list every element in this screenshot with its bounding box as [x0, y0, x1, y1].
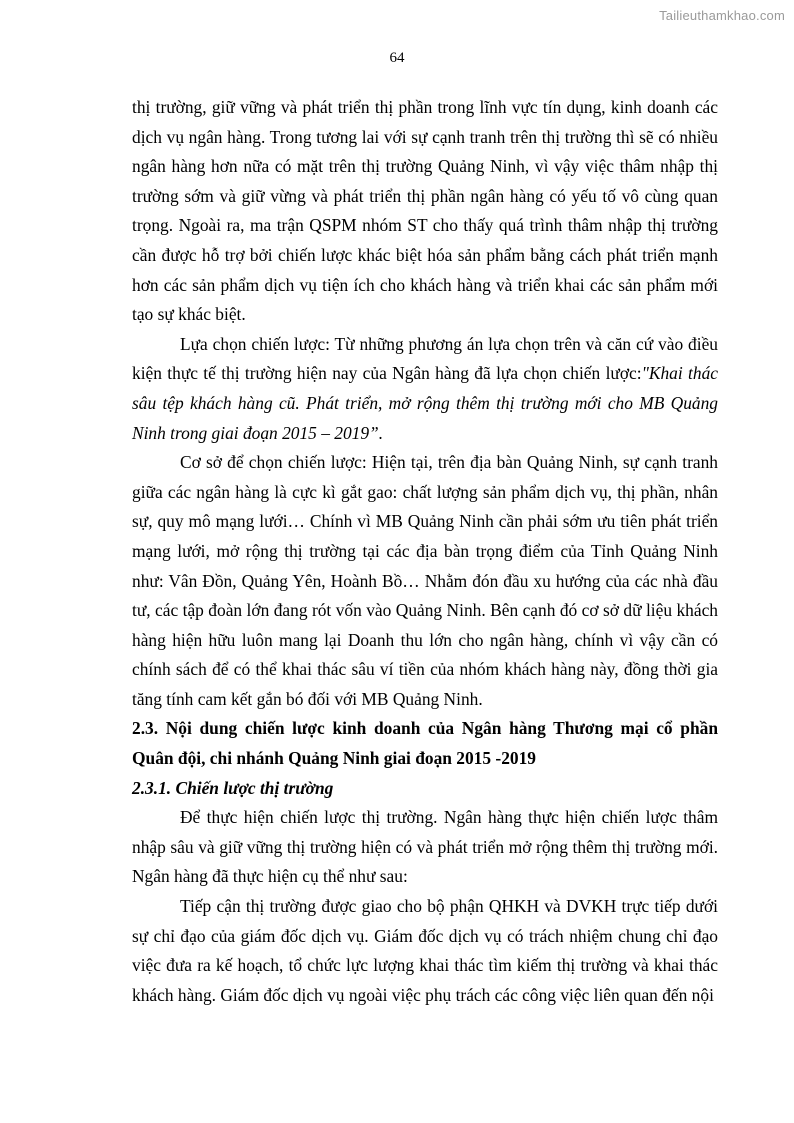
strategy-choice-quote: "Khai thác sâu tệp khách hàng cũ. Phát triển, mở rộng thêm thị trường mới cho MB Quảng Ninh trong giai đoạn 2015 – 2019”. [132, 363, 718, 443]
paragraph-market-approach: Tiếp cận thị trường được giao cho bộ phận QHKH và DVKH trực tiếp dưới sự chỉ đạo của giám đốc dịch vụ. Giám đốc dịch vụ có trách nhiệm chung chỉ đạo việc đưa ra kế hoạch, tổ chức lực lượng khai thác tìm kiếm thị trường và khai thác khách hàng. Giám đốc dịch vụ ngoài việc phụ trách các công việc liên quan đến nội [132, 896, 718, 1005]
paragraph-market-share: thị trường, giữ vững và phát triển thị phần trong lĩnh vực tín dụng, kinh doanh các dịch vụ ngân hàng. Trong tương lai với sự cạnh tranh trên thị trường thì sẽ có nhiều ngân hàng hơn nữa có mặt trên thị trường Quảng Ninh, vì vậy việc thâm nhập thị trường sớm và giữ vừng và phát triển thị phần ngân hàng có yếu tố vô cùng quan trọng. Ngoài ra, ma trận QSPM nhóm ST cho thấy quá trình thâm nhập thị trường cần được hỗ trợ bởi chiến lược khác biệt hóa sản phẩm bằng cách phát triển mạnh hơn các sản phẩm dịch vụ tiện ích cho khách hàng và triển khai các sản phẩm mới tạo sự khác biệt. [132, 97, 718, 325]
document-body [132, 93, 718, 1010]
subsection-heading: 2.3.1. Chiến lược thị trường [132, 777, 334, 798]
section-heading: 2.3. Nội dung chiến lược kinh doanh của Ngân hàng Thương mại cổ phần Quân đội, chi nhánh Quảng Ninh giai đoạn 2015 -2019 [132, 718, 718, 769]
paragraph-market-strategy: Để thực hiện chiến lược thị trường. Ngân hàng thực hiện chiến lược thâm nhập sâu và giữ vững thị trường hiện có và phát triển mở rộng thêm thị trường mới. Ngân hàng đã thực hiện cụ thể như sau: [132, 807, 718, 887]
strategy-choice-lead: Lựa chọn chiến lược: Từ những phương án lựa chọn trên và căn cứ vào điều kiện thực tế thị trường hiện nay của Ngân hàng đã lựa chọn chiến lược: [132, 333, 718, 384]
watermark-text: Tailieuthamkhao.com [659, 8, 785, 23]
paragraph-strategy-choice [132, 330, 718, 448]
page-number: 64 [389, 50, 405, 66]
paragraph-strategy-basis: Cơ sở để chọn chiến lược: Hiện tại, trên địa bàn Quảng Ninh, sự cạnh tranh giữa các ngân hàng là cực kì gắt gao: chất lượng sản phẩm dịch vụ, thị phần, nhân sự, quy mô mạng lưới… Chính vì MB Quảng Ninh cần phải sớm ưu tiên phát triển mạng lưới, mở rộng thị trường tại các địa bàn trọng điểm của Tỉnh Quảng Ninh như: Vân Đồn, Quảng Yên, Hoành Bồ… Nhằm đón đầu xu hướng của các nhà đầu tư, các tập đoàn lớn đang rót vốn vào Quảng Ninh. Bên cạnh đó cơ sở dữ liệu khách hàng hiện hữu luôn mang lại Doanh thu lớn cho ngân hàng, chính vì vậy cần có chính sách để có thể khai thác sâu ví tiền của nhóm khách hàng này, đồng thời gia tăng tính cam kết gắn bó đối với MB Quảng Ninh. [132, 452, 718, 709]
